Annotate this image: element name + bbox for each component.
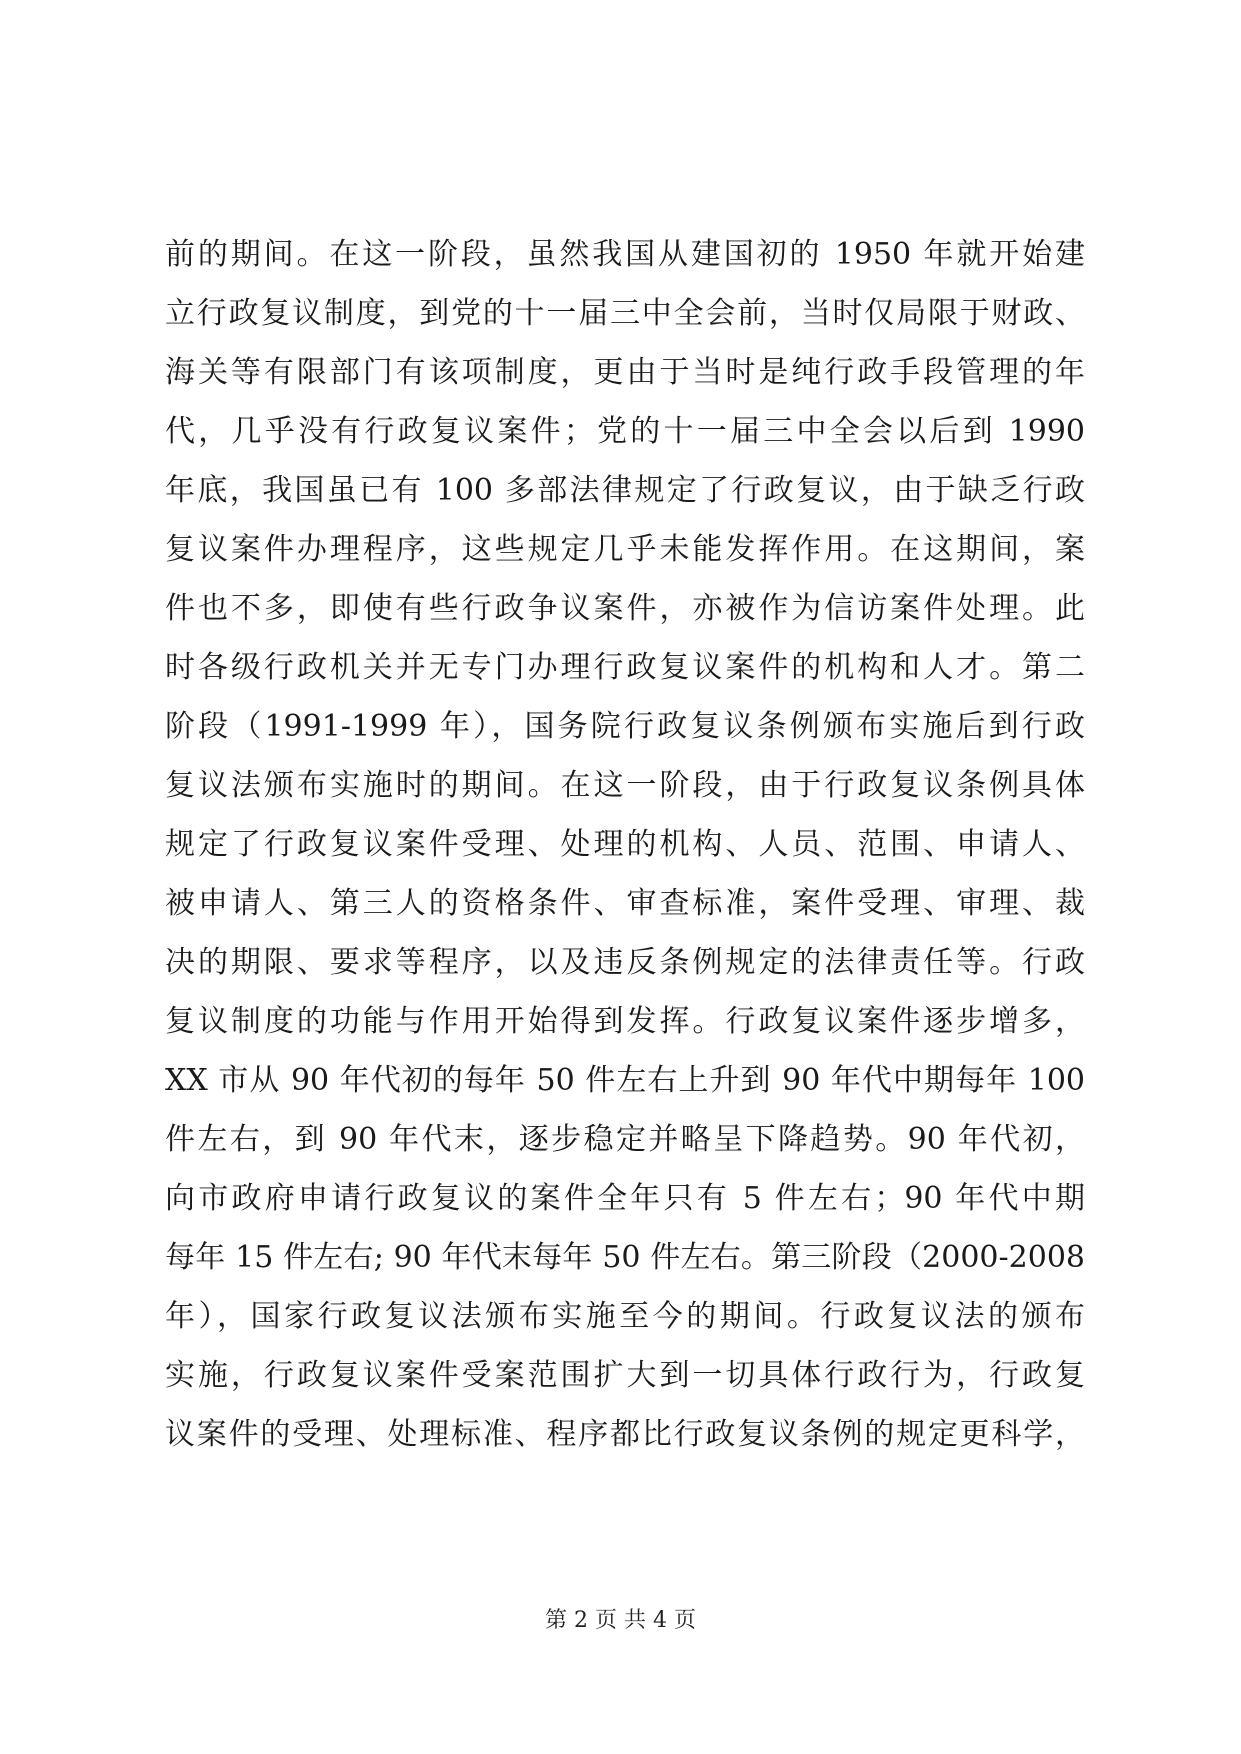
text-line: 件左右，到 90 年代末，逐步稳定并略呈下降趋势。90 年代初， [165, 1122, 1085, 1157]
text-line: 决的期限、要求等程序，以及违反条例规定的法律责任等。行政 [165, 945, 1085, 980]
text-line: 被申请人、第三人的资格条件、审查标准，案件受理、审理、裁 [165, 886, 1085, 921]
text-line: 立行政复议制度，到党的十一届三中全会前，当时仅局限于财政、 [165, 296, 1085, 331]
text-line: 规定了行政复议案件受理、处理的机构、人员、范围、申请人、 [165, 827, 1085, 862]
body-text [165, 225, 1085, 1464]
text-line: 向市政府申请行政复议的案件全年只有 5 件左右；90 年代中期 [165, 1181, 1085, 1216]
page-footer: 第 2 页 共 4 页 [545, 1608, 696, 1633]
text-line: 实施，行政复议案件受案范围扩大到一切具体行政行为，行政复 [165, 1358, 1085, 1393]
text-line: XX 市从 90 年代初的每年 50 件左右上升到 90 年代中期每年 100 [165, 1063, 1085, 1098]
text-line: 代，几乎没有行政复议案件；党的十一届三中全会以后到 1990 [165, 414, 1085, 449]
text-line: 件也不多，即使有些行政争议案件，亦被作为信访案件处理。此 [165, 591, 1085, 626]
text-line: 复议案件办理程序，这些规定几乎未能发挥作用。在这期间，案 [165, 532, 1085, 567]
text-line: 前的期间。在这一阶段，虽然我国从建国初的 1950 年就开始建 [165, 237, 1085, 272]
text-line: 阶段（1991-1999 年），国务院行政复议条例颁布实施后到行政 [165, 709, 1085, 744]
text-line: 议案件的受理、处理标准、程序都比行政复议条例的规定更科学， [165, 1417, 1085, 1452]
text-line: 复议制度的功能与作用开始得到发挥。行政复议案件逐步增多， [165, 1004, 1085, 1039]
text-line: 每年 15 件左右; 90 年代末每年 50 件左右。第三阶段（2000-2008 [165, 1240, 1085, 1275]
text-line: 海关等有限部门有该项制度，更由于当时是纯行政手段管理的年 [165, 355, 1085, 390]
text-line: 年），国家行政复议法颁布实施至今的期间。行政复议法的颁布 [165, 1299, 1085, 1334]
text-line: 复议法颁布实施时的期间。在这一阶段，由于行政复议条例具体 [165, 768, 1085, 803]
text-line: 时各级行政机关并无专门办理行政复议案件的机构和人才。第二 [165, 650, 1085, 685]
text-line: 年底，我国虽已有 100 多部法律规定了行政复议，由于缺乏行政 [165, 473, 1085, 508]
